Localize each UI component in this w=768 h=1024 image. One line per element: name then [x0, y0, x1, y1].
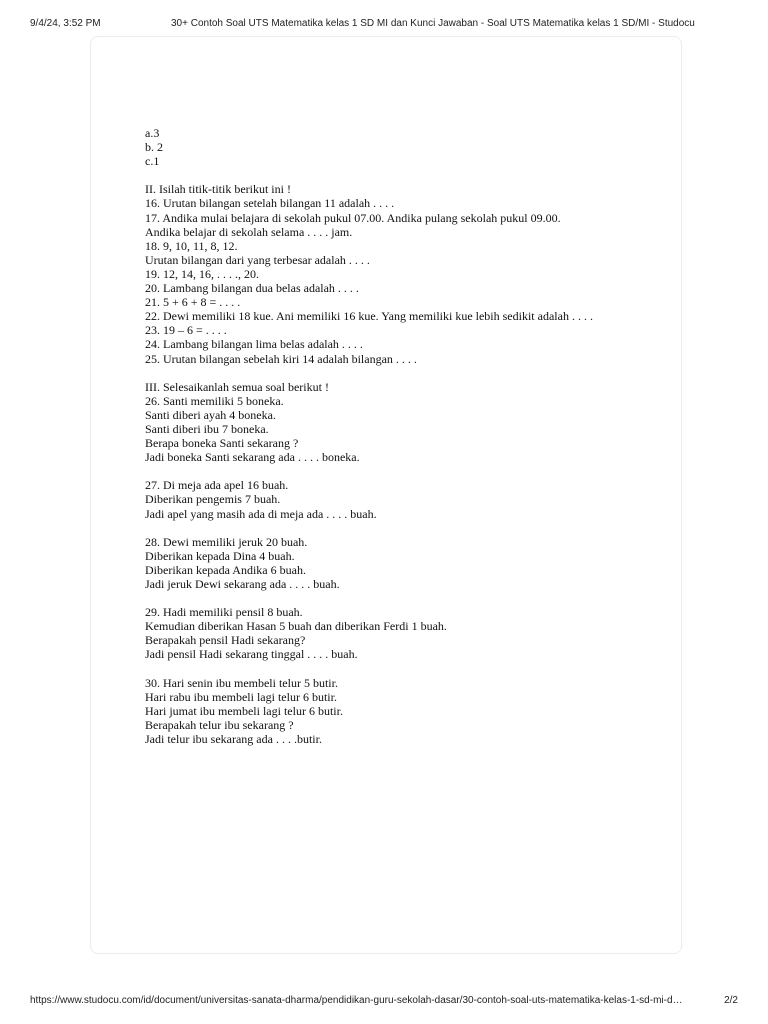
print-timestamp: 9/4/24, 3:52 PM	[30, 18, 101, 29]
paragraph-spacer	[145, 464, 645, 478]
print-url: https://www.studocu.com/id/document/universitas-sanata-dharma/pendidikan-guru-sekolah-dasar/30-contoh-soal-uts-matematika-kelas-1-sd-mi-d…	[30, 995, 683, 1006]
document-line: Santi diberi ayah 4 boneka.	[145, 407, 276, 422]
document-body	[145, 126, 645, 746]
document-line: Kemudian diberikan Hasan 5 buah dan diberikan Ferdi 1 buah.	[145, 619, 447, 634]
document-line: 18. 9, 10, 11, 8, 12.	[145, 238, 238, 253]
document-line: Andika belajar di sekolah selama . . . . jam.	[145, 224, 353, 239]
document-line: III. Selesaikanlah semua soal berikut !	[145, 379, 329, 394]
document-line: a.3	[145, 126, 160, 140]
document-line: 28. Dewi memiliki jeruk 20 buah.	[145, 534, 308, 549]
document-line: 21. 5 + 6 + 8 = . . . .	[145, 295, 241, 310]
document-line: Berapa boneka Santi sekarang ?	[145, 436, 299, 451]
print-footer	[30, 995, 738, 1007]
document-line: Jadi telur ibu sekarang ada . . . .butir.	[145, 732, 322, 747]
document-line: Hari rabu ibu membeli lagi telur 6 butir.	[145, 689, 337, 704]
document-line: II. Isilah titik-titik berikut ini !	[145, 182, 291, 197]
paragraph-spacer	[145, 521, 645, 535]
document-line: 26. Santi memiliki 5 boneka.	[145, 393, 284, 408]
document-line: b. 2	[145, 140, 163, 155]
document-line: Hari jumat ibu membeli lagi telur 6 butir.	[145, 703, 343, 718]
print-page-number: 2/2	[724, 995, 738, 1006]
document-line: 30. Hari senin ibu membeli telur 5 butir.	[145, 675, 338, 690]
document-line: 25. Urutan bilangan sebelah kiri 14 adalah bilangan . . . .	[145, 351, 417, 366]
document-line: Jadi boneka Santi sekarang ada . . . . boneka.	[145, 450, 360, 465]
print-header	[30, 18, 738, 30]
document-line: 23. 19 – 6 = . . . .	[145, 323, 227, 338]
document-line: 27. Di meja ada apel 16 buah.	[145, 478, 289, 493]
document-line: 22. Dewi memiliki 18 kue. Ani memiliki 16 kue. Yang memiliki kue lebih sedikit adalah . . . .	[145, 309, 593, 324]
document-line: Diberikan kepada Andika 6 buah.	[145, 562, 306, 577]
document-line: 16. Urutan bilangan setelah bilangan 11 adalah . . . .	[145, 196, 395, 211]
document-line: Diberikan kepada Dina 4 buah.	[145, 548, 295, 563]
document-line: Berapakah pensil Hadi sekarang?	[145, 633, 306, 648]
document-line: 17. Andika mulai belajara di sekolah pukul 07.00. Andika pulang sekolah pukul 09.00.	[145, 210, 561, 225]
document-line: 20. Lambang bilangan dua belas adalah . . . .	[145, 281, 359, 296]
document-line: Jadi jeruk Dewi sekarang ada . . . . buah.	[145, 577, 340, 591]
print-document-title: 30+ Contoh Soal UTS Matematika kelas 1 SD MI dan Kunci Jawaban - Soal UTS Matematika kelas 1 SD/MI - Studocu	[171, 18, 695, 29]
document-line: Jadi pensil Hadi sekarang tinggal . . . . buah.	[145, 647, 358, 662]
document-line: Santi diberi ibu 7 boneka.	[145, 421, 269, 436]
document-line: 19. 12, 14, 16, . . . ., 20.	[145, 266, 259, 281]
document-line: Berapakah telur ibu sekarang ?	[145, 717, 294, 732]
document-line: Diberikan pengemis 7 buah.	[145, 492, 281, 507]
paragraph-spacer	[145, 168, 645, 182]
document-line: 29. Hadi memiliki pensil 8 buah.	[145, 605, 303, 620]
paragraph-spacer	[145, 591, 645, 605]
document-line: Urutan bilangan dari yang terbesar adalah . . . .	[145, 252, 370, 267]
paragraph-spacer	[145, 662, 645, 676]
document-line: c.1	[145, 154, 160, 169]
document-line: 24. Lambang bilangan lima belas adalah . . . .	[145, 337, 363, 352]
document-line: Jadi apel yang masih ada di meja ada . . . . buah.	[145, 506, 377, 521]
paragraph-spacer	[145, 366, 645, 380]
